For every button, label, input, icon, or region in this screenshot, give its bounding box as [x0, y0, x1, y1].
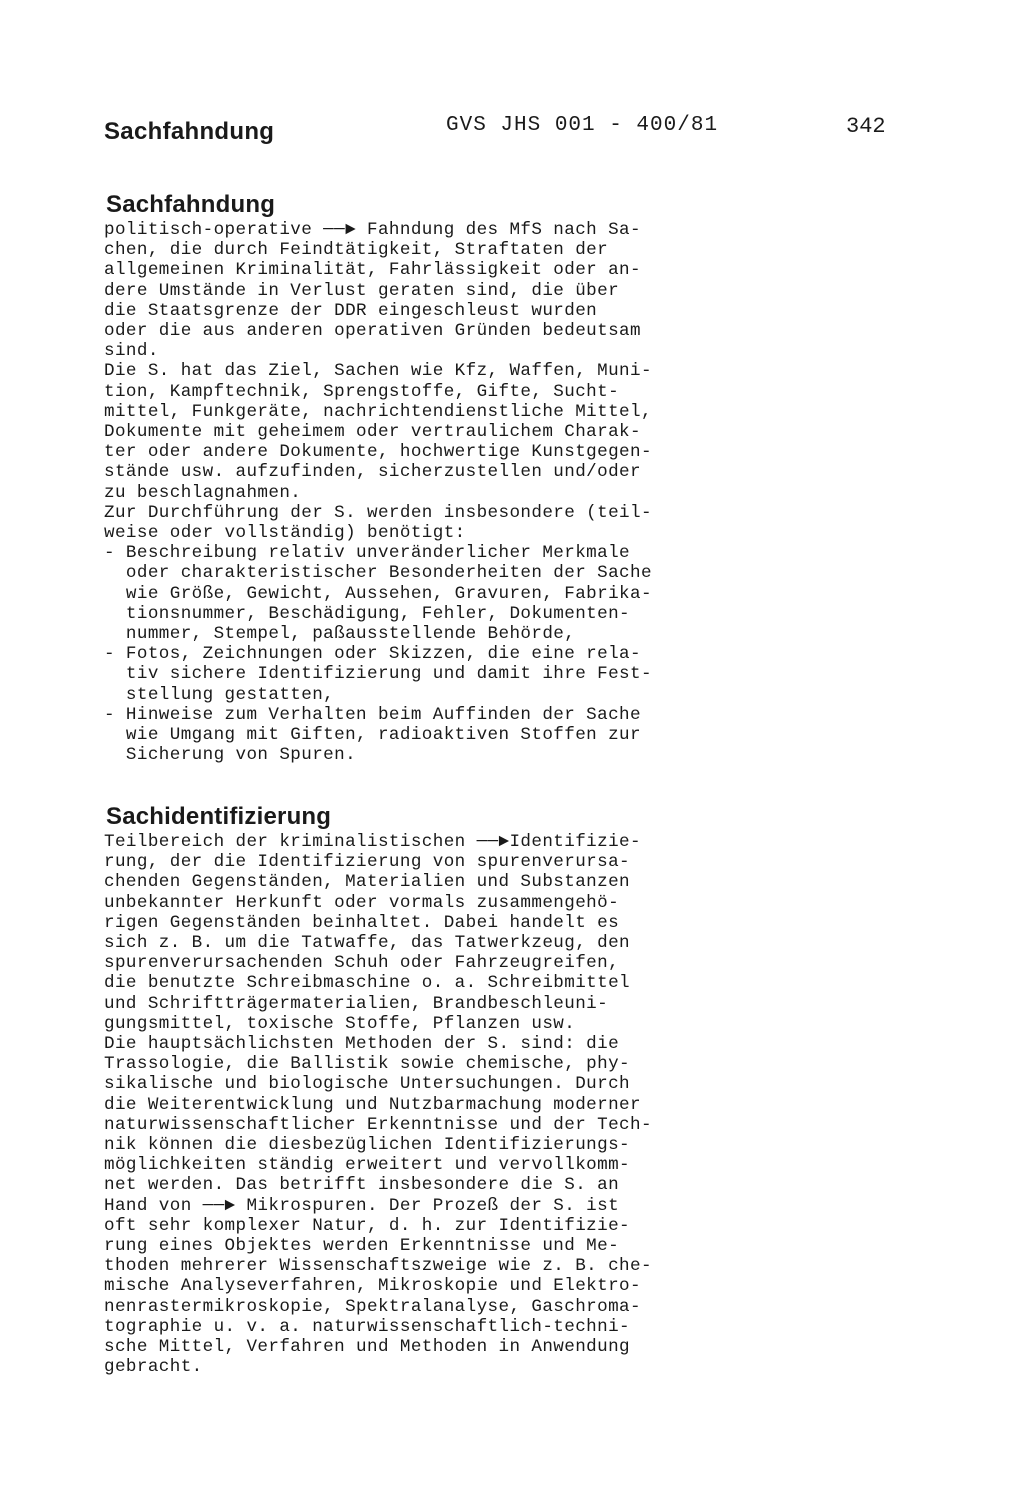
page-number: 342 — [846, 114, 886, 139]
lexicon-entry — [104, 190, 744, 765]
entry-title: Sachidentifizierung — [106, 803, 332, 830]
lexicon-entry — [104, 802, 744, 1377]
entry-body: Teilbereich der kriminalistischen ──►Identifizie- rung, der die Identifizierung von spurenverursa- chenden Gegenständen, Materialien und Substanzen unbekannter Herkunft oder vormals zusammengehö- rigen Gegenständen beinhaltet. Dabei handelt es sich z. B. um die Tatwaffe, das Tatwerkzeug, den spurenverursachenden Schuh oder Fahrzeugreifen, die benutzte Schreibmaschine o. a. Schreibmittel und Schriftträgermaterialien, Brandbeschleuni- gungsmittel, toxische Stoffe, Pflanzen usw. Die hauptsächlichsten Methoden der S. sind: die Trassologie, die Ballistik sowie chemische, phy- sikalische und biologische Untersuchungen. Durch die Weiterentwicklung und Nutzbarmachung moderner naturwissenschaftlicher Erkenntnisse und der Tech- nik können die diesbezüglichen Identifizierungs- möglichkeiten ständig erweitert und vervollkomm- net werden. Das betrifft insbesondere die S. an Hand von ──► Mikrospuren. Der Prozeß der S. ist oft sehr komplexer Natur, d. h. zur Identifizie- rung eines Objektes werden Erkenntnisse und Me- thoden mehrerer Wissenschaftszweige wie z. B. che- mische Analyseverfahren, Mikroskopie und Elektro- nenrastermikroskopie, Spektralanalyse, Gaschroma- tographie u. v. a. naturwissenschaftlich-techni- sche Mittel, Verfahren und Methoden in Anwendung gebracht. — [104, 832, 652, 1378]
document-code: GVS JHS 001 - 400/81 — [446, 114, 719, 137]
entry-title: Sachfahndung — [106, 191, 276, 218]
entry-body: politisch-operative ──► Fahndung des MfS nach Sa- chen, die durch Feindtätigkeit, Straftaten der allgemeinen Kriminalität, Fahrlässigkeit oder an- dere Umstände in Verlust geraten sind, die über die Staatsgrenze der DDR eingeschleust wurden oder die aus anderen operativen Gründen bedeutsam sind. Die S. hat das Ziel, Sachen wie Kfz, Waffen, Muni- tion, Kampftechnik, Sprengstoffe, Gifte, Sucht- mittel, Funkgeräte, nachrichtendienstliche Mittel, Dokumente mit geheimem oder vertraulichem Charak- ter oder andere Dokumente, hochwertige Kunstgegen- stände usw. aufzufinden, sicherzustellen und/oder zu beschlagnahmen. Zur Durchführung der S. werden insbesondere (teil- weise oder vollständig) benötigt: - Beschreibung relativ unveränderlicher Merkmale oder charakteristischer Besonderheiten der Sache wie Größe, Gewicht, Aussehen, Gravuren, Fabrika- tionsnummer, Beschädigung, Fehler, Dokumenten- nummer, Stempel, paßausstellende Behörde, - Fotos, Zeichnungen oder Skizzen, die eine rela- tiv sichere Identifizierung und damit ihre Fest- stellung gestatten, - Hinweise zum Verhalten beim Auffinden der Sache wie Umgang mit Giften, radioaktiven Stoffen zur Sicherung von Spuren. — [104, 220, 652, 766]
running-header-section: Sachfahndung — [104, 118, 275, 145]
